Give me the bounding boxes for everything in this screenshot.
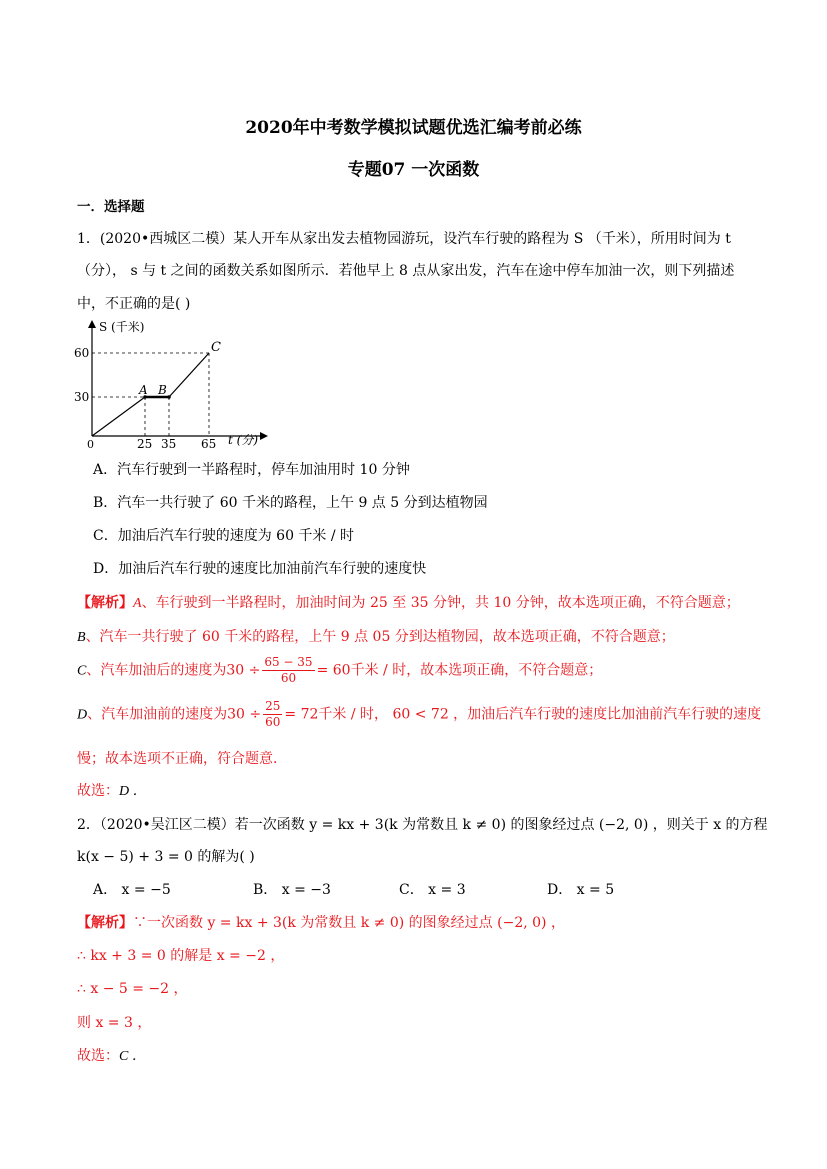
point-b-label: B [158, 383, 167, 397]
analysis-c-expr-right: = 60 [316, 662, 351, 679]
x-axis-label: t (分) [228, 433, 259, 447]
q1-analysis-a [77, 592, 740, 612]
q1-analysis-b [77, 626, 675, 646]
segment-bc [169, 353, 209, 397]
q1-graph [74, 318, 270, 451]
document-title: 2020年中考数学模拟试题优选汇编考前必练 [245, 118, 582, 138]
analysis-b-letter: B [77, 630, 86, 645]
document-subtitle: 专题07 一次函数 [347, 160, 480, 180]
q2-choose-label: 故选： [77, 1048, 119, 1064]
q1-choose-label: 故选： [77, 783, 119, 799]
analysis-d-pre: 、汽车加油前的速度为 [87, 706, 228, 723]
q1-analysis-c [77, 655, 602, 686]
q2-analysis-tag: 【解析】 [77, 915, 133, 931]
q1-stem-line1: 1．(2020•西城区二模）某人开车从家出发去植物园游玩，设汽车行驶的路程为 S （千米），所用时间为 t [77, 231, 731, 247]
analysis-a-letter: A [133, 596, 142, 611]
x-tick-35: 35 [161, 437, 177, 451]
analysis-d-fraction [263, 699, 282, 730]
q1-option-c: C．加油后汽车行驶的速度为 60 千米 / 时 [93, 528, 355, 544]
q2-option-b: B． x = −3 [253, 882, 331, 898]
q2-analysis-text1: ∵一次函数 y = kx + 3(k 为常数且 k ≠ 0) 的图象经过点 (−2, 0) ， [133, 915, 565, 931]
q1-choose [77, 780, 147, 800]
analysis-c-num: 65 − 35 [264, 655, 313, 669]
q1-analysis-d-line2: 慢；故本选项不正确，符合题意． [77, 751, 287, 767]
analysis-c-letter: C [77, 663, 87, 679]
q2-option-a: A． x = −5 [93, 882, 171, 898]
analysis-d-post: 千米 / 时， 60 < 72 ，加油后汽车行驶的速度比加油前汽车行驶的速度 [318, 706, 762, 723]
analysis-a-text: 、车行驶到一半路程时，加油时间为 25 至 35 分钟，共 10 分钟，故本选项正确，不符合题意； [141, 595, 740, 611]
x-axis-arrow [260, 432, 268, 440]
point-c-label: C [211, 340, 221, 355]
q2-choose [77, 1045, 146, 1065]
q2-analysis-line1 [77, 912, 565, 932]
y-axis-label: S (千米) [99, 320, 145, 334]
analysis-d-den: 60 [265, 715, 281, 729]
q2-stem-line2: k(x − 5) + 3 = 0 的解为( ) [77, 849, 255, 865]
q2-stem-line1: 2．（2020•吴江区二模）若一次函数 y = kx + 3(k 为常数且 k ≠ 0) 的图象经过点 (−2, 0) ，则关于 x 的方程 [77, 817, 768, 833]
analysis-d-expr-right: = 72 [284, 706, 319, 723]
segment-oa [92, 397, 145, 436]
x-tick-25: 25 [137, 437, 153, 451]
y-tick-30: 30 [74, 390, 90, 404]
q1-option-a: A．汽车行驶到一半路程时，停车加油用时 10 分钟 [93, 462, 410, 478]
analysis-d-num: 25 [265, 699, 281, 713]
q2-option-d: D． x = 5 [547, 882, 615, 898]
analysis-b-text: 、汽车一共行驶了 60 千米的路程，上午 9 点 05 分到达植物园，故本选项正确，不符合题意； [85, 629, 675, 645]
analysis-c-pre: 、汽车加油后的速度为 [86, 662, 227, 679]
q1-option-d: D．加油后汽车行驶的速度比加油前汽车行驶的速度快 [93, 561, 427, 577]
q1-option-b: B．汽车一共行驶了 60 千米的路程，上午 9 点 5 分到达植物园 [93, 495, 488, 511]
origin-label: 0 [87, 438, 94, 451]
x-tick-65: 65 [201, 437, 217, 451]
analysis-c-fraction [262, 655, 314, 686]
y-tick-60: 60 [74, 346, 90, 360]
q2-analysis-line2: ∴ kx + 3 = 0 的解是 x = −2 ， [77, 948, 285, 964]
analysis-c-expr-left: 30 ÷ [226, 662, 261, 679]
q1-stem-line2: （分）， s 与 t 之间的函数关系如图所示．若他早上 8 点从家出发，汽车在途中停车加油一次，则下列描述 [77, 263, 735, 279]
q2-analysis-line3: ∴ x − 5 = −2 ， [77, 981, 188, 997]
y-axis-arrow [88, 320, 96, 328]
point-a-label: A [139, 383, 148, 397]
point-b-dot [167, 395, 171, 399]
q2-option-c: C． x = 3 [399, 882, 466, 898]
analysis-c-den: 60 [280, 671, 297, 685]
section-heading: 一．选择题 [77, 199, 145, 215]
analysis-c-post: 千米 / 时，故本选项正确，不符合题意； [350, 662, 603, 679]
analysis-d-letter: D [77, 707, 88, 723]
q1-analysis-d [77, 699, 761, 730]
q2-analysis-line4: 则 x = 3 ， [77, 1015, 152, 1031]
q2-choose-answer: C ． [119, 1049, 146, 1064]
analysis-d-expr-left: 30 ÷ [227, 706, 262, 723]
q1-stem-line3: 中，不正确的是( ) [77, 296, 191, 312]
analysis-tag: 【解析】 [77, 595, 133, 611]
q1-choose-answer: D ． [119, 784, 147, 799]
